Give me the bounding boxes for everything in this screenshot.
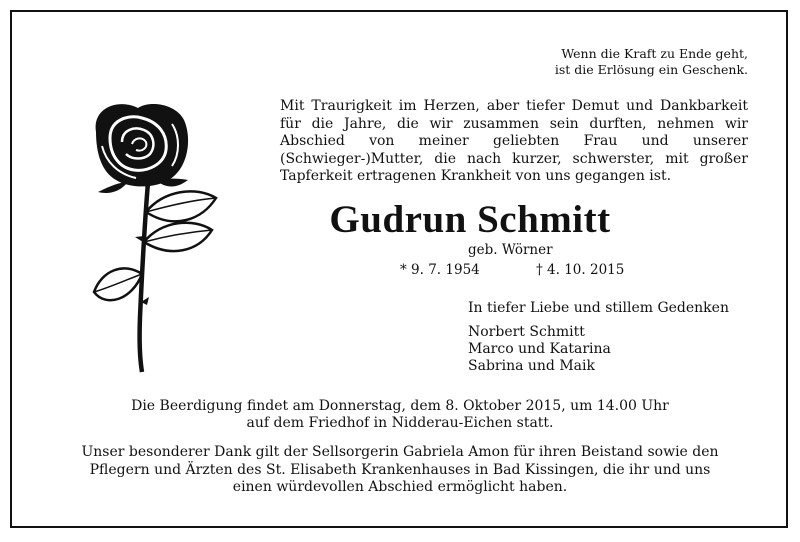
- family-member: Sabrina und Maik: [468, 358, 595, 374]
- family-member: Marco und Katarina: [468, 341, 611, 357]
- family-member: Norbert Schmitt: [468, 324, 585, 340]
- mourning-line: In tiefer Liebe und stillem Gedenken: [468, 300, 729, 316]
- funeral-info: [40, 398, 760, 432]
- maiden-name: geb. Wörner: [468, 242, 553, 258]
- intro-text: Mit Traurigkeit im Herzen, aber tiefer Demut und Dankbarkeit für die Jahre, die wir zusammen sein durften, nehmen wir Abschied von meiner geliebten Frau und unserer (Schwieger-)Mutter, die nach kurzer, schwerster, mit großer Tapferkeit ertragenen Krankheit von uns gegangen ist.: [280, 98, 748, 185]
- birth-date: * 9. 7. 1954: [400, 262, 480, 278]
- thanks-line-1: Unser besonderer Dank gilt der Sellsorgerin Gabriela Amon für ihren Beistand sowie den: [81, 444, 719, 460]
- motto: [555, 46, 748, 78]
- funeral-line-2: auf dem Friedhof in Nidderau-Eichen statt.: [246, 415, 554, 431]
- motto-line-1: Wenn die Kraft zu Ende geht,: [561, 46, 748, 61]
- rose-icon: [88, 102, 228, 384]
- thanks-line-2: Pflegern und Ärzten des St. Elisabeth Krankenhauses in Bad Kissingen, die ihr und uns: [89, 461, 711, 478]
- death-date: † 4. 10. 2015: [536, 262, 625, 278]
- family-list: [468, 324, 611, 375]
- funeral-line-1: Die Beerdigung findet am Donnerstag, dem 8. Oktober 2015, um 14.00 Uhr: [131, 398, 669, 414]
- deceased-name: Gudrun Schmitt: [329, 198, 611, 241]
- thanks-text: [40, 444, 760, 497]
- thanks-line-3: einen würdevollen Abschied ermöglicht haben.: [232, 479, 568, 495]
- motto-line-2: ist die Erlösung ein Geschenk.: [554, 62, 748, 77]
